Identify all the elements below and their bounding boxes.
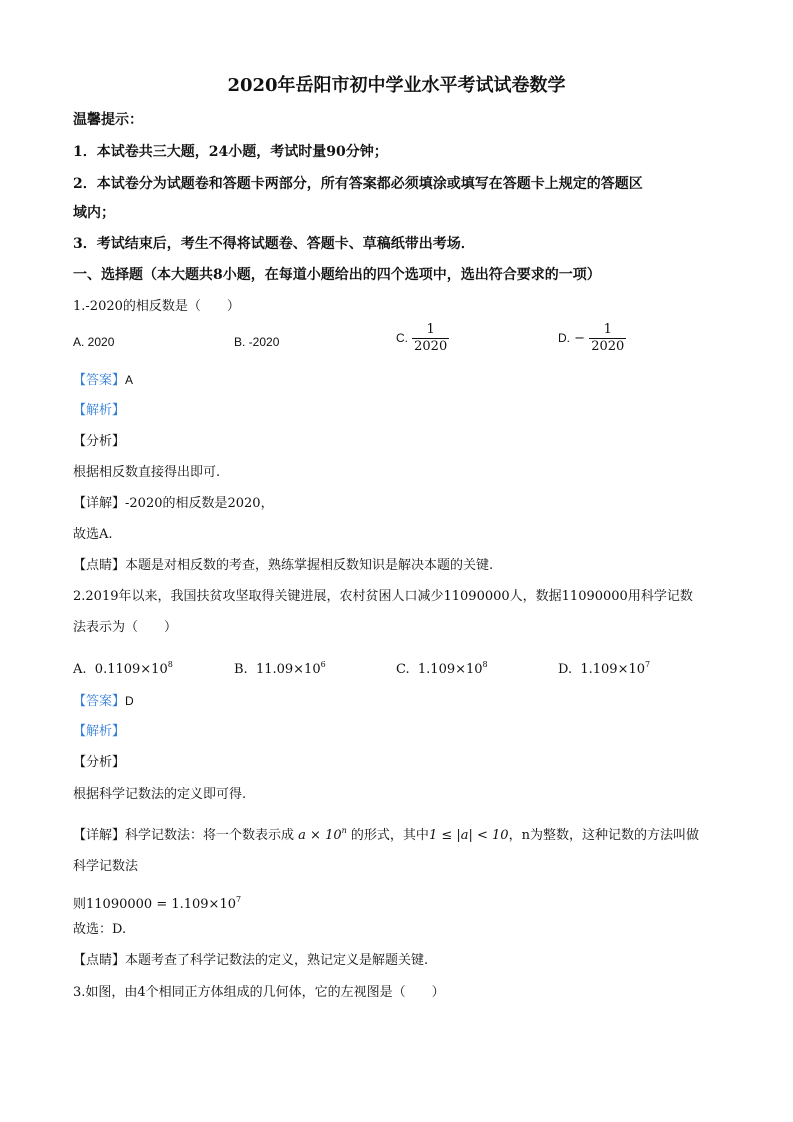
q2-then	[73, 891, 241, 914]
q2-detail-text-c: ，n为整数，这种记数的方法叫做	[508, 828, 699, 843]
q1-fenxi: 根据相反数直接得出即可.	[73, 465, 221, 480]
q1-choose: 故选A.	[73, 527, 113, 542]
q2-detail-expr-base: a × 10	[298, 828, 342, 843]
q1-option-d-numerator: 1	[603, 322, 612, 337]
q2-option-a-exp: 8	[167, 660, 173, 669]
q2-answer-tag: 【答案】	[73, 694, 126, 709]
q2-detail-condition: 1 ≤ |a| < 10	[428, 828, 509, 843]
q2-option-a	[73, 656, 173, 679]
q1-option-d-denominator: 2020	[591, 339, 625, 354]
q2-answer	[73, 692, 134, 711]
q2-option-b	[234, 656, 326, 679]
q2-then-expr: 11090000 = 1.109×10	[86, 897, 236, 912]
q2-option-c-label: C.	[396, 662, 410, 677]
q1-answer	[73, 371, 133, 390]
q1-option-d-label: D.	[558, 331, 570, 345]
q2-detail-expr	[298, 828, 347, 843]
q2-comment-text: 本题考查了科学记数法的定义，熟记定义是解题关键.	[125, 953, 429, 968]
q2-option-d-base: 1.109×10	[580, 662, 646, 677]
notice-heading: 温馨提示：	[73, 112, 143, 128]
q2-option-c-base: 1.109×10	[417, 662, 483, 677]
q2-option-c	[396, 656, 488, 679]
q1-detail	[73, 495, 274, 513]
q1-option-d-sign: −	[574, 331, 586, 346]
q1-detail-text: -2020的相反数是2020，	[125, 496, 274, 511]
q2-option-d-label: D.	[558, 662, 573, 677]
q2-option-b-label: B.	[234, 662, 248, 677]
q2-option-d	[558, 656, 650, 679]
q2-detail-text-a: 科学记数法：将一个数表示成	[125, 828, 295, 843]
q1-comment-tag: 【点睛】	[73, 558, 126, 573]
q2-detail-expr-exp: n	[341, 826, 347, 835]
q2-analysis-tag: 【解析】	[73, 724, 126, 739]
q1-detail-tag: 【详解】	[73, 496, 126, 511]
q1-option-c-label: C.	[396, 331, 408, 345]
q1-comment-text: 本题是对相反数的考查，熟练掌握相反数知识是解决本题的关键.	[125, 558, 494, 573]
q2-option-a-label: A.	[73, 662, 87, 677]
notice-item-1: 1．本试卷共三大题，24小题，考试时量90分钟；	[73, 144, 388, 160]
q1-option-a: A. 2020	[73, 335, 115, 349]
notice-item-3: 3．考试结束后，考生不得将试题卷、答题卡、草稿纸带出考场．	[73, 236, 475, 252]
q2-comment	[73, 952, 428, 970]
q2-detail-text-b: 的形式，其中	[350, 828, 429, 843]
q2-comment-tag: 【点睛】	[73, 953, 126, 968]
notice-item-2-cont: 域内；	[73, 205, 115, 221]
q1-option-c-denominator: 2020	[414, 339, 448, 354]
q2-stem: 2.2019年以来，我国扶贫攻坚取得关键进展，农村贫困人口减少11090000人，数据11090000用科学记数	[73, 589, 693, 604]
q2-option-c-exp: 8	[482, 660, 488, 669]
q1-option-b: B. -2020	[234, 335, 280, 349]
q2-stem-cont: 法表示为（ ）	[73, 620, 178, 635]
q1-option-c-numerator: 1	[426, 322, 435, 337]
q1-option-d	[558, 322, 626, 355]
q1-option-c-fraction	[412, 322, 449, 355]
q2-detail-cont: 科学记数法	[73, 859, 139, 874]
q2-detail	[73, 822, 699, 845]
q1-analysis-tag: 【解析】	[73, 403, 126, 418]
q2-then-label: 则	[73, 897, 87, 912]
q1-answer-value: A	[125, 373, 134, 387]
notice-item-2: 2．本试卷分为试题卷和答题卡两部分，所有答案都必须填涂或填写在答题卡上规定的答题区	[73, 176, 643, 192]
q3-stem: 3.如图，由4个相同正方体组成的几何体，它的左视图是（ ）	[73, 985, 445, 1000]
q2-option-a-base: 0.1109×10	[94, 662, 168, 677]
q1-option-c	[396, 322, 449, 355]
q2-option-d-exp: 7	[645, 660, 651, 669]
q2-option-b-exp: 6	[320, 660, 326, 669]
q1-stem: 1.-2020的相反数是（ ）	[73, 299, 240, 314]
q2-answer-value: D	[125, 694, 134, 708]
q2-fenxi: 根据科学记数法的定义即可得.	[73, 787, 247, 802]
section-heading: 一、选择题（本大题共8小题，在每道小题给出的四个选项中，选出符合要求的一项）	[73, 267, 601, 283]
q1-fenxi-tag: 【分析】	[73, 434, 126, 449]
q2-fenxi-tag: 【分析】	[73, 755, 126, 770]
q2-detail-tag: 【详解】	[73, 828, 126, 843]
page-title: 2020年岳阳市初中学业水平考试试卷数学	[227, 75, 566, 96]
q1-option-d-fraction	[589, 322, 626, 355]
q1-comment	[73, 557, 493, 575]
q2-then-exp: 7	[236, 895, 242, 904]
q2-choose: 故选：D.	[73, 922, 127, 937]
q2-option-b-base: 11.09×10	[255, 662, 321, 677]
q1-answer-tag: 【答案】	[73, 373, 126, 388]
